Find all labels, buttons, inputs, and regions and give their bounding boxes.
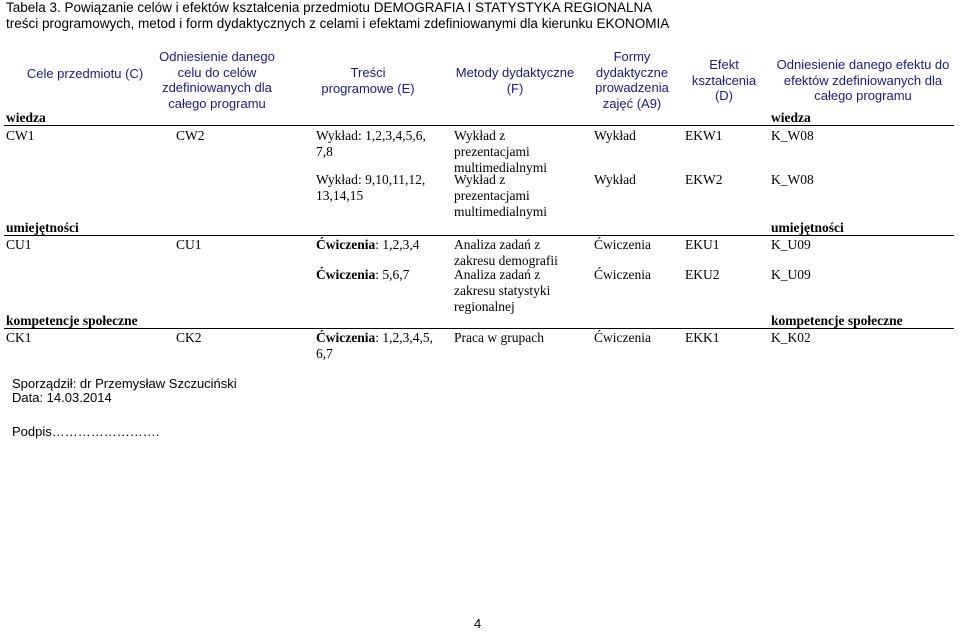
forma-cell: Ćwiczenia — [594, 267, 651, 282]
header-odniesienie-efektu: Odniesienie danego efektu do efektów zdefiniowanych dla całego programu — [776, 57, 950, 103]
tresc-cell — [316, 237, 440, 253]
metoda-cell: Analiza zadań z zakresu statystyki regionalnej — [454, 267, 551, 314]
tresc-value: : 1,2,3,4,5, 6,7 — [316, 330, 433, 361]
efekt-cell: EKU1 — [685, 237, 720, 252]
cel-cell: CW1 — [6, 128, 35, 143]
odniesienie-efektu-cell: K_U09 — [771, 237, 811, 252]
tresc-label: Ćwiczenia — [316, 237, 376, 252]
odniesienie-efektu-cell: K_K02 — [771, 330, 811, 345]
metoda-cell: Wykład z prezentacjami multimedialnymi — [454, 128, 547, 175]
footer-signature: Podpis……………………. — [12, 424, 160, 439]
footer-date: Data: 14.03.2014 — [12, 390, 112, 405]
tresc-cell — [316, 128, 440, 160]
tresc-label: Wykład — [316, 172, 358, 187]
header-metody: Metody dydaktyczne (F) — [455, 65, 575, 96]
efekt-cell: EKU2 — [685, 267, 720, 282]
metoda-cell: Wykład z prezentacjami multimedialnymi — [454, 172, 547, 219]
odniesienie-celu-cell: CW2 — [176, 128, 205, 143]
cel-cell: CK1 — [6, 330, 32, 345]
section-umiejetnosci-right: umiejętności — [771, 220, 844, 235]
tresc-label: Ćwiczenia — [316, 267, 376, 282]
table-title-line-2: treści programowych, metod i form dydaktycznych z celami i efektami zdefiniowanymi dla kierunku EKONOMIA — [6, 16, 670, 31]
odniesienie-celu-cell: CK2 — [176, 330, 202, 345]
odniesienie-celu-cell: CU1 — [176, 237, 202, 252]
section-kompetencje-left: kompetencje społeczne — [6, 313, 138, 328]
header-odniesienie-celu: Odniesienie danego celu do celów zdefiniowanych dla całego programu — [159, 49, 275, 111]
odniesienie-efektu-cell: K_U09 — [771, 267, 811, 282]
tresc-cell — [316, 172, 440, 204]
tresc-cell — [316, 330, 440, 362]
efekt-cell: EKW2 — [685, 172, 723, 187]
efekt-cell: EKW1 — [685, 128, 723, 143]
forma-cell: Wykład — [594, 172, 636, 187]
efekt-cell: EKK1 — [685, 330, 720, 345]
row-divider — [4, 235, 954, 236]
tresc-value: : 1,2,3,4 — [375, 237, 420, 252]
header-tresci: Treści programowe (E) — [321, 65, 415, 96]
tresc-label: Ćwiczenia — [316, 330, 376, 345]
tresc-label: Wykład — [316, 128, 358, 143]
header-efekt: Efekt kształcenia (D) — [691, 57, 757, 103]
odniesienie-efektu-cell: K_W08 — [771, 128, 814, 143]
section-umiejetnosci-left: umiejętności — [6, 220, 79, 235]
metoda-cell: Praca w grupach — [454, 330, 544, 345]
tresc-value: : 5,6,7 — [375, 267, 410, 282]
table-title-line-1: Tabela 3. Powiązanie celów i efektów kształcenia przedmiotu DEMOGRAFIA I STATYSTYKA REGIONALNA — [6, 0, 653, 15]
metoda-cell: Analiza zadań z zakresu demografii — [454, 237, 558, 268]
row-divider — [4, 125, 954, 126]
row-divider — [4, 328, 954, 329]
cel-cell: CU1 — [6, 237, 32, 252]
page-number: 4 — [474, 616, 482, 631]
section-wiedza-right: wiedza — [771, 110, 811, 125]
tresc-value: : 1,2,3,4,5,6, 7,8 — [316, 128, 426, 159]
section-kompetencje-right: kompetencje społeczne — [771, 313, 903, 328]
forma-cell: Wykład — [594, 128, 636, 143]
tresc-value: : 9,10,11,12, 13,14,15 — [316, 172, 426, 203]
header-cele: Cele przedmiotu (C) — [26, 66, 144, 81]
forma-cell: Ćwiczenia — [594, 237, 651, 252]
tresc-cell — [316, 267, 440, 283]
section-wiedza-left: wiedza — [6, 110, 46, 125]
footer-author: Sporządził: dr Przemysław Szczuciński — [12, 376, 237, 391]
odniesienie-efektu-cell: K_W08 — [771, 172, 814, 187]
forma-cell: Ćwiczenia — [594, 330, 651, 345]
header-formy: Formy dydaktyczne prowadzenia zajęć (A9) — [595, 49, 669, 111]
